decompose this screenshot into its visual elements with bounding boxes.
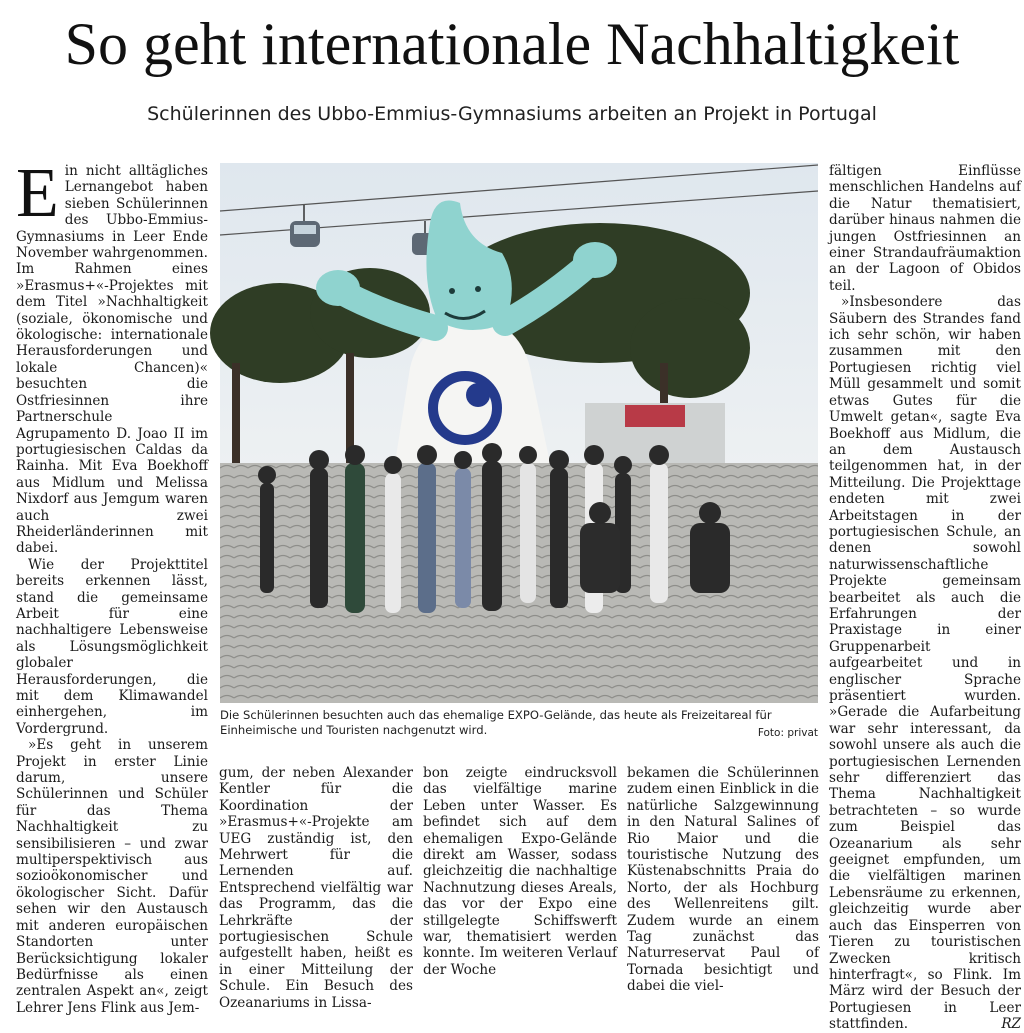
subheadline: Schülerinnen des Ubbo-Emmius-Gymnasiums arbeiten an Projekt in Portugal	[147, 103, 877, 125]
paragraph: fältigen Einflüsse menschlichen Handelns auf die Natur thematisiert, darüber hinaus nahmen die jungen Ostfriesinnen an einer Strandaufräumaktion an der Lagoon of Obidos teil.	[829, 163, 1021, 294]
paragraph: gum, der neben Alexander Kentler für die Koordination der »Erasmus+«-Projekte am UEG zuständig ist, den Mehrwert für die Lernenden auf. Entsprechend vielfältig war das Programm, das die Lehrkräfte der portugiesischen Schule aufgestellt haben, heißt es in einer Mitteilung der Schule. Ein Besuch des Ozeanariums in Lissa-	[219, 765, 413, 1011]
article-column-3	[423, 765, 617, 985]
author-signature: RZ	[1001, 1016, 1021, 1033]
article-column-1	[16, 155, 208, 1016]
article-column-5	[829, 163, 1021, 1033]
paragraph: »Es geht in unserem Projekt in erster Linie darum, unsere Schülerinnen und Schüler für das Thema Nachhaltigkeit zu sensibilisieren – und zwar multiperspektivisch aus sozioökonomischer und ökologischer Sicht. Dafür sehen wir den Austausch mit anderen europäischen Standorten unter Berücksichtigung lokaler Bedürfnisse als einen zentralen Aspekt an«, zeigt Lehrer Jens Flink aus Jem-	[16, 737, 208, 1016]
article-photo	[220, 163, 818, 703]
paragraph: bon zeigte eindrucksvoll das vielfältige marine Leben unter Wasser. Es befindet sich auf dem ehemaligen Expo-Gelände direkt am Wasser, sodass gleichzeitig die nachhaltige Nachnutzung dieses Areals, das vor der Expo eine stillgelegte Schiffswerft war, thematisiert werden konnte. Im weiteren Verlauf der Woche	[423, 765, 617, 978]
headline: So geht internationale Nachhaltigkeit	[64, 11, 960, 77]
article-column-2	[219, 765, 413, 1011]
photo-caption: Die Schülerinnen besuchten auch das ehemalige EXPO-Gelände, das heute als Freizeitareal für Einheimische und Touristen nachgenutzt wird.	[220, 708, 772, 737]
paragraph: Ein nicht alltägliches Lernangebot haben sieben Schülerinnen des Ubbo-Emmius-Gymnasiums in Leer Ende November wahrgenommen. Im Rahmen eines »Erasmus+«-Projektes mit dem Titel »Nachhaltigkeit (soziale, ökonomische und ökologische: internationale Herausforderungen und lokale Chancen)« besuchten die Ostfriesinnen ihre Partnerschule Agrupamento D. Joao II im portugiesischen Caldas da Rainha. Mit Eva Boekhoff aus Midlum und Melissa Nixdorf aus Jemgum waren auch zwei Rheiderländerinnen mit dabei.	[16, 155, 208, 557]
drop-cap: E	[16, 155, 59, 232]
paragraph: Wie der Projekttitel bereits erkennen lässt, stand die gemeinsame Arbeit für eine nachhaltigere Lebensweise als Lösungsmöglichkeit globaler Herausforderungen, die mit dem Klimawandel einhergehen, im Vordergrund.	[16, 556, 208, 737]
photo-credit: Foto: privat	[757, 727, 818, 739]
article-column-4	[627, 765, 819, 995]
paragraph: bekamen die Schülerinnen zudem einen Einblick in die natürliche Salzgewinnung in den Natural Salines of Rio Maior und die touristische Nutzung des Küstenabschnitts Praia do Norto, der als Hochburg des Wellenreitens gilt. Zudem wurde an einem Tag zunächst das Naturreservat Paul of Tornada besichtigt und dabei die viel-	[627, 765, 819, 995]
paragraph: »Insbesondere das Säubern des Strandes fand ich sehr schön, wir haben zusammen mit den Portugiesen richtig viel Müll gesammelt und somit etwas Gutes für die Umwelt getan«, sagte Eva Boekhoff aus Midlum, die an dem Austausch teilgenommen hat, in der Mitteilung. Die Projekttage endeten mit zwei Arbeitstagen in der portugiesischen Schule, an denen sowohl naturwissenschaftliche Projekte gemeinsam bearbeitet als auch die Erfahrungen der Praxistage in einer Gruppenarbeit aufgearbeitet und in englischer Sprache präsentiert wurden. »Gerade die Aufarbeitung war sehr interessant, da sowohl unsere als auch die portugiesischen Lernenden sehr differenziert das Thema Nachhaltigkeit betrachteten – so wurde zum Beispiel das Ozeanarium als sehr geeignet empfunden, um die vielfältigen marinen Lebensräume zu erkennen, gleichzeitig wurde aber auch das Einsperren von Tieren zu touristischen Zwecken kritisch hinterfragt«, so Flink. Im März wird der Besuch der Portugiesen in Leer stattfinden. RZ	[829, 294, 1021, 1033]
